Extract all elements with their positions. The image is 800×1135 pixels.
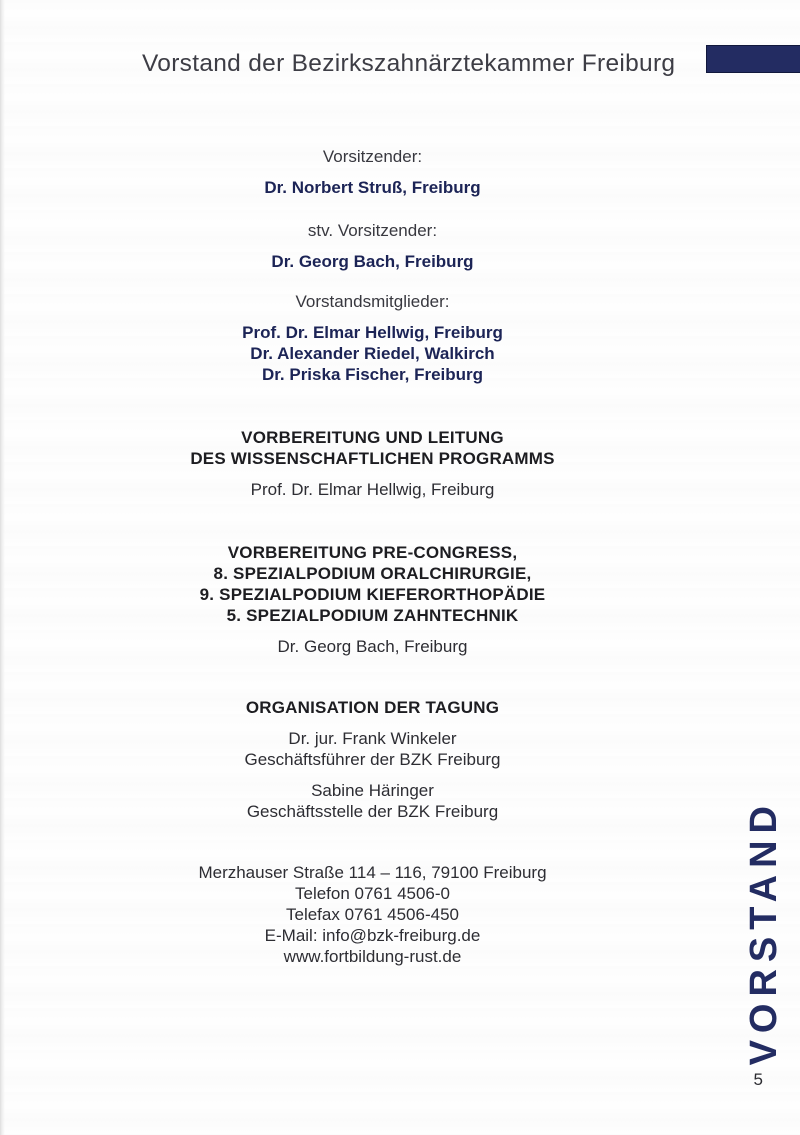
organisation-person-role: Geschäftsführer der BZK Freiburg	[244, 750, 501, 769]
vice-chairman-name: Dr. Georg Bach, Freiburg	[271, 252, 474, 271]
member-name: Dr. Priska Fischer, Freiburg	[261, 365, 484, 384]
contact-email: E-Mail: info@bzk-freiburg.de	[264, 926, 481, 945]
pre-congress-heading-line: 8. SPEZIALPODIUM ORALCHIRURGIE,	[213, 564, 532, 583]
scientific-program-heading-line: VORBEREITUNG UND LEITUNG	[241, 428, 504, 447]
vice-chairman-label: stv. Vorsitzender:	[307, 221, 438, 240]
organisation-heading: ORGANISATION DER TAGUNG	[245, 698, 500, 717]
section-tab-vorstand: VORSTAND	[743, 798, 785, 1065]
chairman-name: Dr. Norbert Struß, Freiburg	[264, 178, 481, 197]
members-label: Vorstandsmitglieder:	[295, 292, 450, 311]
pre-congress-heading-line: VORBEREITUNG PRE-CONGRESS,	[227, 543, 518, 562]
pre-congress-heading-line: 5. SPEZIALPODIUM ZAHNTECHNIK	[226, 606, 519, 625]
contact-phone: Telefon 0761 4506-0	[294, 884, 451, 903]
pre-congress-name: Dr. Georg Bach, Freiburg	[277, 637, 468, 656]
organisation-person-role: Geschäftsstelle der BZK Freiburg	[246, 802, 499, 821]
scientific-program-name: Prof. Dr. Elmar Hellwig, Freiburg	[250, 480, 495, 499]
page-title: Vorstand der Bezirkszahnärztekammer Freiburg	[142, 50, 676, 77]
organisation-person-name: Dr. jur. Frank Winkeler	[288, 729, 457, 748]
member-name: Prof. Dr. Elmar Hellwig, Freiburg	[242, 323, 503, 342]
scientific-program-heading-line: DES WISSENSCHAFTLICHEN PROGRAMMS	[190, 449, 555, 468]
pre-congress-heading-line: 9. SPEZIALPODIUM KIEFERORTHOPÄDIE	[199, 585, 546, 604]
member-name: Dr. Alexander Riedel, Walkirch	[250, 344, 495, 363]
contact-fax: Telefax 0761 4506-450	[286, 905, 459, 924]
chairman-label: Vorsitzender:	[322, 147, 423, 166]
contact-address: Merzhauser Straße 114 – 116, 79100 Freiburg	[198, 863, 547, 882]
organisation-person-name: Sabine Häringer	[311, 781, 434, 800]
contact-website: www.fortbildung-rust.de	[283, 947, 462, 966]
page-number: 5	[753, 1070, 763, 1089]
